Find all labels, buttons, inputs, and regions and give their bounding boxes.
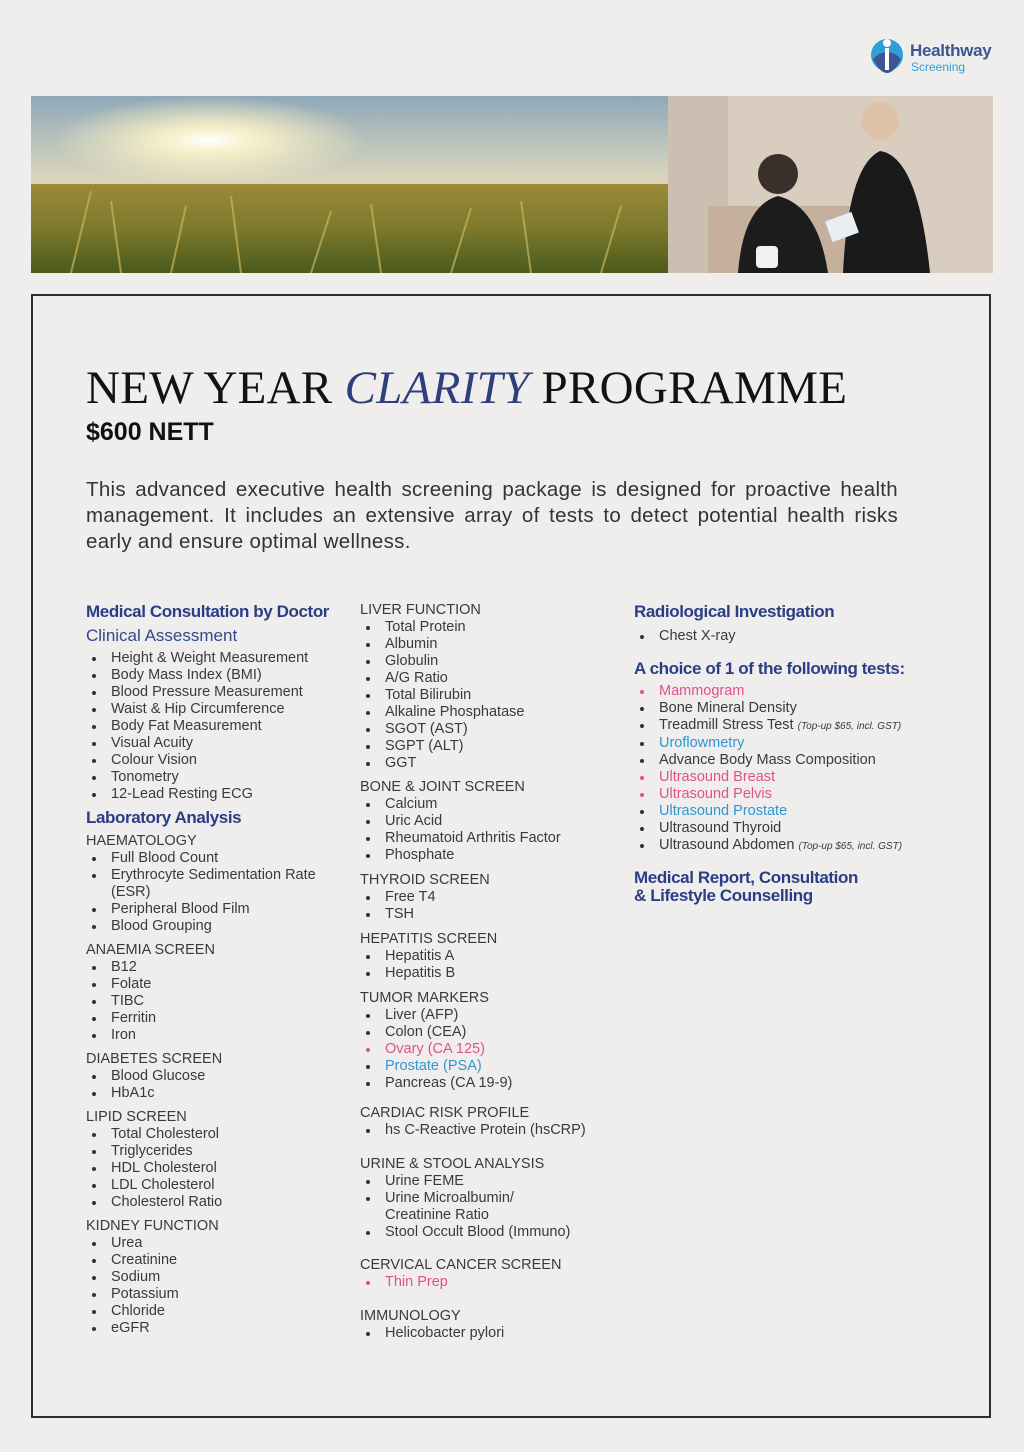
list-item: Prostate (PSA) [360,1058,620,1075]
list-item: Tonometry [86,769,346,786]
haematology-heading: HAEMATOLOGY [86,833,197,849]
list-item: Chloride [86,1303,346,1320]
list-item: Creatinine [86,1252,346,1269]
list-item: Sodium [86,1269,346,1286]
choice-list [634,683,934,855]
cervical-heading: CERVICAL CANCER SCREEN [360,1257,562,1273]
list-item [634,717,934,735]
list-item: Peripheral Blood Film [86,901,346,918]
price: $600 NETT [86,418,214,446]
list-item: Full Blood Count [86,850,346,867]
urine-list [360,1173,620,1241]
column-3 [634,603,934,905]
list-item: Ovary (CA 125) [360,1041,620,1058]
clinical-list [86,650,346,803]
list-item: SGOT (AST) [360,721,620,738]
brand-name: Healthway [910,41,992,60]
list-item: Iron [86,1027,346,1044]
bone-list [360,796,620,864]
list-item: SGPT (ALT) [360,738,620,755]
radiology-list [634,628,934,645]
list-item: Alkaline Phosphatase [360,704,620,721]
list-item: Liver (AFP) [360,1007,620,1024]
list-item: Colon (CEA) [360,1024,620,1041]
title-highlight: CLARITY [344,362,530,414]
title-prefix: NEW YEAR [86,362,345,414]
item-label: Treadmill Stress Test [659,717,794,733]
list-item: TIBC [86,993,346,1010]
list-item: Total Cholesterol [86,1126,346,1143]
list-item: HbA1c [86,1085,346,1102]
list-item: hs C-Reactive Protein (hsCRP) [360,1122,620,1139]
list-item: Body Fat Measurement [86,718,346,735]
list-item: Blood Pressure Measurement [86,684,346,701]
topup-note: (Top-up $65, incl. GST) [798,841,903,852]
anaemia-heading: ANAEMIA SCREEN [86,942,215,958]
list-item: B12 [86,959,346,976]
consult-heading: Medical Consultation by Doctor [86,602,330,621]
list-item: Thin Prep [360,1274,620,1291]
list-item: Blood Grouping [86,918,346,935]
list-item: Mammogram [634,683,934,700]
list-item: Erythrocyte Sedimentation Rate (ESR) [86,867,346,901]
list-item: Uric Acid [360,813,620,830]
list-item: Ultrasound Pelvis [634,786,934,803]
description: This advanced executive health screening package is designed for proactive health management. It includes an extensive array of tests to detect potential health risks early and ensure optimal wellness. [86,478,898,553]
choice-heading: A choice of 1 of the following tests: [634,659,905,678]
list-item: Bone Mineral Density [634,700,934,717]
diabetes-heading: DIABETES SCREEN [86,1051,223,1067]
list-item: Albumin [360,636,620,653]
healthway-logo-icon [870,33,906,77]
column-1 [86,603,346,1337]
list-item: LDL Cholesterol [86,1177,346,1194]
tumor-list [360,1007,620,1092]
liver-heading: LIVER FUNCTION [360,602,481,618]
kidney-list [86,1235,346,1337]
tumor-heading: TUMOR MARKERS [360,990,489,1006]
report-heading-line-1: Medical Report, Consultation [634,868,858,887]
consultation-photo [668,96,993,273]
immunology-list [360,1325,620,1342]
thyroid-heading: THYROID SCREEN [360,872,490,888]
list-item: A/G Ratio [360,670,620,687]
haematology-list [86,850,346,935]
kidney-heading: KIDNEY FUNCTION [86,1218,219,1234]
report-heading [634,869,934,905]
item-label: Ultrasound Abdomen [659,837,795,853]
cardiac-heading: CARDIAC RISK PROFILE [360,1105,530,1121]
brand-sub: Screening [911,60,966,74]
list-item: Hepatitis B [360,965,620,982]
list-item: Ultrasound Prostate [634,803,934,820]
report-heading-line-2: & Lifestyle Counselling [634,886,813,905]
list-item: Urea [86,1235,346,1252]
lipid-list [86,1126,346,1211]
list-item: Height & Weight Measurement [86,650,346,667]
lipid-heading: LIPID SCREEN [86,1109,187,1125]
wheat-field-photo [31,96,668,273]
list-item: Advance Body Mass Composition [634,752,934,769]
list-item: GGT [360,755,620,772]
list-item: Ultrasound Breast [634,769,934,786]
list-item: Hepatitis A [360,948,620,965]
healthway-logo [870,33,1000,77]
list-item: Waist & Hip Circumference [86,701,346,718]
list-item: Colour Vision [86,752,346,769]
topup-note: (Top-up $65, incl. GST) [797,721,902,732]
list-item: Cholesterol Ratio [86,1194,346,1211]
list-item: 12-Lead Resting ECG [86,786,346,803]
list-item: Uroflowmetry [634,735,934,752]
lab-heading: Laboratory Analysis [86,808,242,827]
list-item: Rheumatoid Arthritis Factor [360,830,620,847]
list-item: Ultrasound Thyroid [634,820,934,837]
column-2 [360,602,620,1342]
list-item: Visual Acuity [86,735,346,752]
list-item: HDL Cholesterol [86,1160,346,1177]
list-item: Blood Glucose [86,1068,346,1085]
clinical-heading: Clinical Assessment [86,626,238,645]
list-item: TSH [360,906,620,923]
cervical-list [360,1274,620,1291]
list-item: Total Protein [360,619,620,636]
list-item: Pancreas (CA 19-9) [360,1075,620,1092]
radiology-heading: Radiological Investigation [634,602,835,621]
list-item: Chest X-ray [634,628,934,645]
list-item [634,837,934,855]
list-item: Triglycerides [86,1143,346,1160]
cardiac-list [360,1122,620,1139]
list-item: Urine Microalbumin/ Creatinine Ratio [360,1190,565,1224]
list-item: Potassium [86,1286,346,1303]
list-item: Calcium [360,796,620,813]
list-item: eGFR [86,1320,346,1337]
immunology-heading: IMMUNOLOGY [360,1308,461,1324]
list-item: Globulin [360,653,620,670]
list-item: Body Mass Index (BMI) [86,667,346,684]
list-item: Ferritin [86,1010,346,1027]
hepatitis-list [360,948,620,982]
diabetes-list [86,1068,346,1102]
urine-heading: URINE & STOOL ANALYSIS [360,1156,545,1172]
list-item: Phosphate [360,847,620,864]
list-item: Folate [86,976,346,993]
list-item: Helicobacter pylori [360,1325,620,1342]
list-item: Urine FEME [360,1173,620,1190]
thyroid-list [360,889,620,923]
list-item: Stool Occult Blood (Immuno) [360,1224,620,1241]
anaemia-list [86,959,346,1044]
list-item: Total Bilirubin [360,687,620,704]
liver-list [360,619,620,772]
page-title [86,361,847,415]
bone-heading: BONE & JOINT SCREEN [360,779,525,795]
title-suffix: PROGRAMME [529,362,848,414]
list-item: Free T4 [360,889,620,906]
hepatitis-heading: HEPATITIS SCREEN [360,931,498,947]
